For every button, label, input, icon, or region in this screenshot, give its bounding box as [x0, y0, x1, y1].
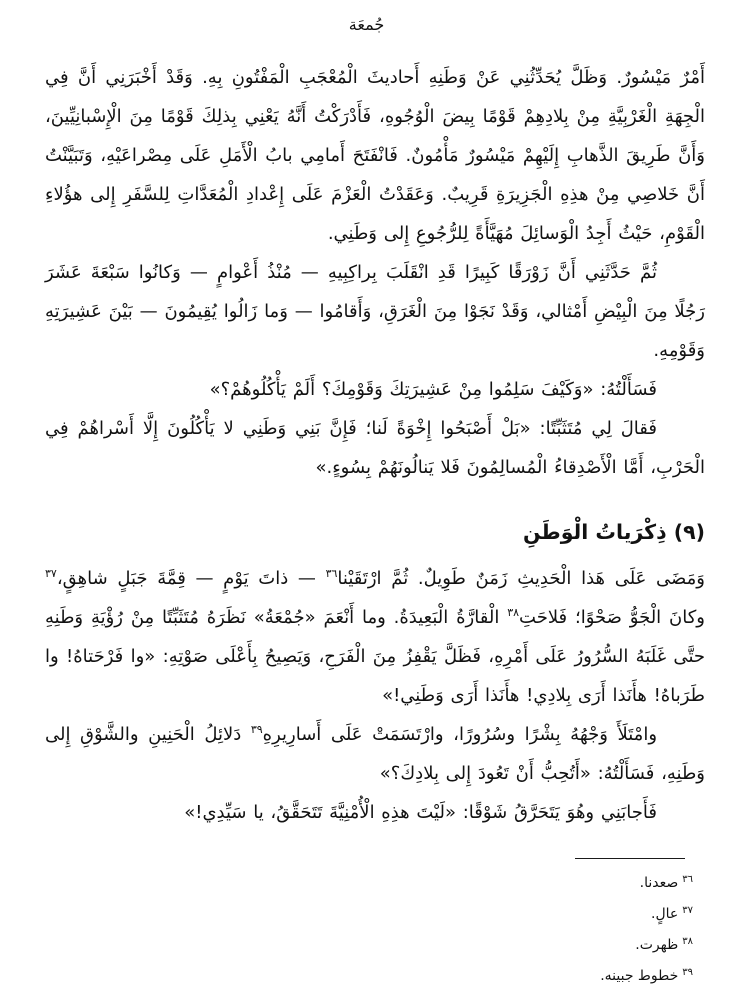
- footnote-text: خطوط جبينه.: [600, 968, 679, 984]
- footnote: [575, 930, 693, 961]
- footnote-text: عالٍ.: [651, 906, 679, 922]
- footnote-separator: [575, 858, 685, 859]
- footnote-number: ٣٨: [682, 936, 693, 947]
- footnote-text: ظهرت.: [635, 937, 679, 953]
- footnote-ref: ٣٨: [507, 606, 520, 619]
- paragraph-6: وامْتَلَأَ وَجْهُهُ بِشْرًا وسُرُورًا، وارْتَسَمَتْ عَلَى أَسارِيرِهِ$^{٣٩}$ دَلائِلُ الْحَنِينِ والشَّوْقِ إِلى وَطَنِهِ، فَسَأَلْتُهُ: «أَتُحِبُّ أَنْ تَعُودَ إِلى بِلادِكَ؟»: [45, 723, 705, 784]
- paragraph-3: فَسَأَلْتُهُ: «وَكَيْفَ سَلِمُوا مِنْ عَشِيرَتِكَ وَقَوْمِكَ؟ أَلَمْ يَأْكُلُوهُمْ؟»: [209, 379, 657, 400]
- footnote-text: صعدنا.: [639, 875, 679, 891]
- footnotes-block: [575, 858, 693, 992]
- paragraph-2: ثُمَّ حَدَّثَنِي أَنَّ زَوْرَقًا كَبِيرًا قَدِ انْقَلَبَ بِراكِبِيهِ — مُنْذُ أَعْوامٍ — وَكانُوا سَبْعَةَ عَشَرَ رَجُلًا مِنَ الْبِيْضِ أَمْثالي، وَقَدْ نَجَوْا مِنَ الْغَرَقِ، وَأَقامُوا — وَما زَالُوا يُقِيمُونَ — بَيْنَ عَشِيرَتِهِ وَقَوْمِهِ.: [45, 262, 705, 361]
- paragraph-5: وَمَضَى عَلَى هَذا الْحَدِيثِ زَمَنٌ طَوِيلٌ. ثُمَّ ارْتَقَيْنا$^{٣٦}$ — ذاتَ يَوْمٍ — قِمَّةَ جَبَلٍ شاهِقٍ،$^{٣٧}$ وكانَ الْجَوُّ صَحْوًا؛ فَلاحَتِ$^{٣٨}$ الْقارَّةُ الْبَعِيدَةُ. وما أَنْعَمَ «جُمْعَةُ» نَظَرَهُ مُتَثَبِّتًا مِنْ رُؤْيَةِ وَطَنِهِ حتَّى غَلَبَهُ السُّرُورُ عَلَى أَمْرِهِ، فَظَلَّ يَقْفِزُ مِنَ الْفَرَحِ، وَيَصِيحُ بِأَعْلَى صَوْتِهِ: «وا فَرْحَتاهُ! وا طَرَباهُ! هأَنَذا أَرَى بِلادِي! هأَنَذا أَرَى وَطَنِي!»: [45, 567, 705, 706]
- section-heading: (٩) ذِكْرَياتُ الْوَطَنِ: [522, 520, 705, 544]
- running-header: جُمعَة: [348, 15, 385, 34]
- page-body: [45, 58, 705, 832]
- footnote-ref: ٣٦: [325, 567, 338, 580]
- paragraph-7: فَأَجابَنِي وهُوَ يَتَحَرَّقُ شَوْقًا: «لَيْتَ هذِهِ الْأُمْنِيَّةَ تَتَحَقَّقُ، يا سَيِّدِي!»: [184, 802, 657, 823]
- paragraph-1: أَمْرٌ مَيْسُورٌ. وَظَلَّ يُحَدِّثُنِي عَنْ وَطَنِهِ أَحاديثَ الْمُعْجَبِ الْمَفْتُونِ بِهِ. وَقَدْ أَخْبَرَنِي أَنَّ فِي الْجِهَةِ الْغَرْبِيَّةِ مِنْ بِلادِهِمْ قَوْمًا بِيضَ الْوُجُوهِ، فَأَدْرَكْتُ أَنَّهُ يَعْنِي بِذلِكَ قَوْمًا مِنَ الْإِسْبانِيِّينَ، وَأَنَّ طَرِيقَ الذَّهابِ إِلَيْهِمْ مَيْسُورٌ مَأْمُونٌ. فَانْفَتَحَ أَمامِي بابُ الْأَمَلِ عَلَى مِصْراعَيْهِ، وَتَبَيَّنْتُ أَنَّ خَلاصِي مِنْ هذِهِ الْجَزِيرَةِ قَرِيبٌ. وَعَقَدْتُ الْعَزْمَ عَلَى إِعْدادِ الْمُعَدَّاتِ لِلسَّفَرِ إِلى هؤُلاءِ الْقَوْمِ، حَيْثُ أَجِدُ الْوَسائِلَ مُهَيَّأَةً لِلرُّجُوعِ إِلى وَطَنِي.: [45, 67, 705, 244]
- paragraph-4: فَقالَ لِي مُتَثَبِّتًا: «بَلْ أَصْبَحُوا إِخْوَةً لَنا؛ فَإِنَّ بَنِي وَطَنِي لا يَأْكُلُونَ إِلَّا أَسْراهُمْ فِي الْحَرْبِ، أَمَّا الْأَصْدِقاءُ الْمُسالِمُونَ فَلا يَنالُونَهُمْ بِسُوءٍ.»: [45, 418, 705, 478]
- footnote: [575, 899, 693, 930]
- footnote-ref: ٣٧: [45, 567, 57, 580]
- footnote-number: ٣٩: [682, 967, 693, 978]
- footnote-ref: ٣٩: [250, 723, 263, 736]
- footnote-number: ٣٦: [682, 874, 693, 885]
- footnote: [575, 868, 693, 899]
- footnote: [575, 961, 693, 992]
- footnote-number: ٣٧: [682, 905, 693, 916]
